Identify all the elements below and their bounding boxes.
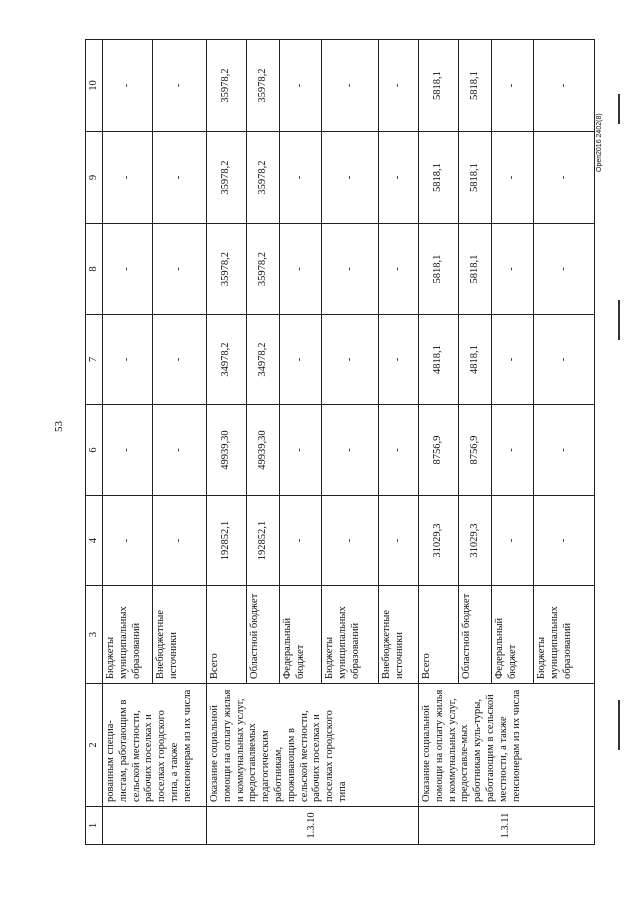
document-code: Ореп2016 2402(8): [596, 113, 603, 172]
measure-name: Оказание социальной помощи на оплату жилья и коммунальных услуг, предоставле-мых работникам куль-туры, работающим в сельской местности, а также пенсионерам из их числа: [419, 684, 595, 807]
edge-mark: [618, 94, 620, 124]
amount-cell: 34978,2: [247, 315, 280, 405]
amount-cell: 5818,1: [419, 224, 459, 315]
amount-cell: -: [322, 496, 379, 586]
amount-cell: -: [379, 496, 419, 586]
amount-cell: 5818,1: [419, 40, 459, 132]
column-header: 10: [86, 40, 103, 132]
funding-source: Федеральный бюджет: [280, 586, 322, 684]
measure-name: Оказание социальной помощи на оплату жилья и коммунальных услуг, предоставляемых педагогическим работникам, проживающим в сельской местности, рабочих поселках и поселках городского типа: [207, 684, 419, 807]
funding-source: Федеральный бюджет: [492, 586, 534, 684]
amount-cell: 5818,1: [459, 40, 492, 132]
table-row: [103, 40, 153, 845]
amount-cell: -: [322, 224, 379, 315]
amount-cell: 34978,2: [207, 315, 247, 405]
amount-cell: -: [534, 40, 595, 132]
amount-cell: -: [153, 40, 207, 132]
amount-cell: -: [280, 224, 322, 315]
amount-cell: 35978,2: [207, 132, 247, 224]
amount-cell: -: [153, 315, 207, 405]
amount-cell: -: [492, 40, 534, 132]
amount-cell: 4818,1: [459, 315, 492, 405]
column-header: 2: [86, 684, 103, 807]
amount-cell: 192852,1: [207, 496, 247, 586]
amount-cell: -: [492, 405, 534, 496]
amount-cell: 4818,1: [419, 315, 459, 405]
amount-cell: -: [534, 405, 595, 496]
funding-source: Внебюджетные источники: [153, 586, 207, 684]
edge-mark: [618, 300, 620, 340]
amount-cell: -: [153, 496, 207, 586]
funding-source: Бюджеты муниципальных образований: [322, 586, 379, 684]
amount-cell: -: [280, 315, 322, 405]
amount-cell: -: [103, 496, 153, 586]
amount-cell: 31029,3: [419, 496, 459, 586]
funding-source: Всего: [207, 586, 247, 684]
amount-cell: -: [103, 40, 153, 132]
amount-cell: -: [379, 132, 419, 224]
amount-cell: -: [153, 405, 207, 496]
amount-cell: 35978,2: [207, 224, 247, 315]
header-row: [86, 40, 103, 845]
table-row: [419, 40, 459, 845]
amount-cell: -: [492, 496, 534, 586]
column-header: 3: [86, 586, 103, 684]
table-body: [103, 40, 595, 845]
amount-cell: -: [379, 224, 419, 315]
funding-source: Областной бюджет: [459, 586, 492, 684]
column-header: 1: [86, 807, 103, 845]
amount-cell: -: [379, 315, 419, 405]
column-header: 8: [86, 224, 103, 315]
amount-cell: -: [280, 405, 322, 496]
edge-mark: [618, 700, 620, 750]
amount-cell: -: [492, 315, 534, 405]
measure-name: рованным специа-листам, работающим в сельской местности, рабочих поселках и поселках городского типа, а также пенсионерам из их числа: [103, 684, 207, 807]
table-row: [207, 40, 247, 845]
row-number: [103, 807, 207, 845]
amount-cell: -: [153, 224, 207, 315]
budget-table-rotated: [85, 40, 580, 845]
amount-cell: -: [322, 40, 379, 132]
amount-cell: -: [322, 405, 379, 496]
amount-cell: -: [322, 315, 379, 405]
page-number: 53: [53, 421, 65, 432]
funding-source: Внебюджетные источники: [379, 586, 419, 684]
amount-cell: 8756,9: [459, 405, 492, 496]
amount-cell: -: [534, 132, 595, 224]
column-header: 6: [86, 405, 103, 496]
amount-cell: 31029,3: [459, 496, 492, 586]
amount-cell: 49939,30: [207, 405, 247, 496]
amount-cell: 8756,9: [419, 405, 459, 496]
column-header: 4: [86, 496, 103, 586]
amount-cell: -: [103, 405, 153, 496]
amount-cell: -: [379, 405, 419, 496]
amount-cell: -: [534, 496, 595, 586]
amount-cell: 5818,1: [459, 224, 492, 315]
amount-cell: 192852,1: [247, 496, 280, 586]
amount-cell: -: [280, 132, 322, 224]
amount-cell: 35978,2: [207, 40, 247, 132]
amount-cell: 35978,2: [247, 224, 280, 315]
amount-cell: -: [379, 40, 419, 132]
funding-source: Бюджеты муниципальных образований: [103, 586, 153, 684]
amount-cell: 49939,30: [247, 405, 280, 496]
amount-cell: 5818,1: [419, 132, 459, 224]
amount-cell: -: [103, 224, 153, 315]
column-header: 9: [86, 132, 103, 224]
budget-table: [85, 39, 595, 845]
amount-cell: 5818,1: [459, 132, 492, 224]
funding-source: Областной бюджет: [247, 586, 280, 684]
column-header: 7: [86, 315, 103, 405]
amount-cell: -: [534, 224, 595, 315]
amount-cell: 35978,2: [247, 132, 280, 224]
amount-cell: -: [534, 315, 595, 405]
amount-cell: -: [103, 132, 153, 224]
amount-cell: -: [153, 132, 207, 224]
funding-source: Всего: [419, 586, 459, 684]
row-number: 1.3.11: [419, 807, 595, 845]
amount-cell: -: [280, 40, 322, 132]
amount-cell: -: [103, 315, 153, 405]
funding-source: Бюджеты муниципальных образований: [534, 586, 595, 684]
row-number: 1.3.10: [207, 807, 419, 845]
amount-cell: -: [280, 496, 322, 586]
amount-cell: -: [492, 224, 534, 315]
amount-cell: -: [492, 132, 534, 224]
amount-cell: -: [322, 132, 379, 224]
amount-cell: 35978,2: [247, 40, 280, 132]
